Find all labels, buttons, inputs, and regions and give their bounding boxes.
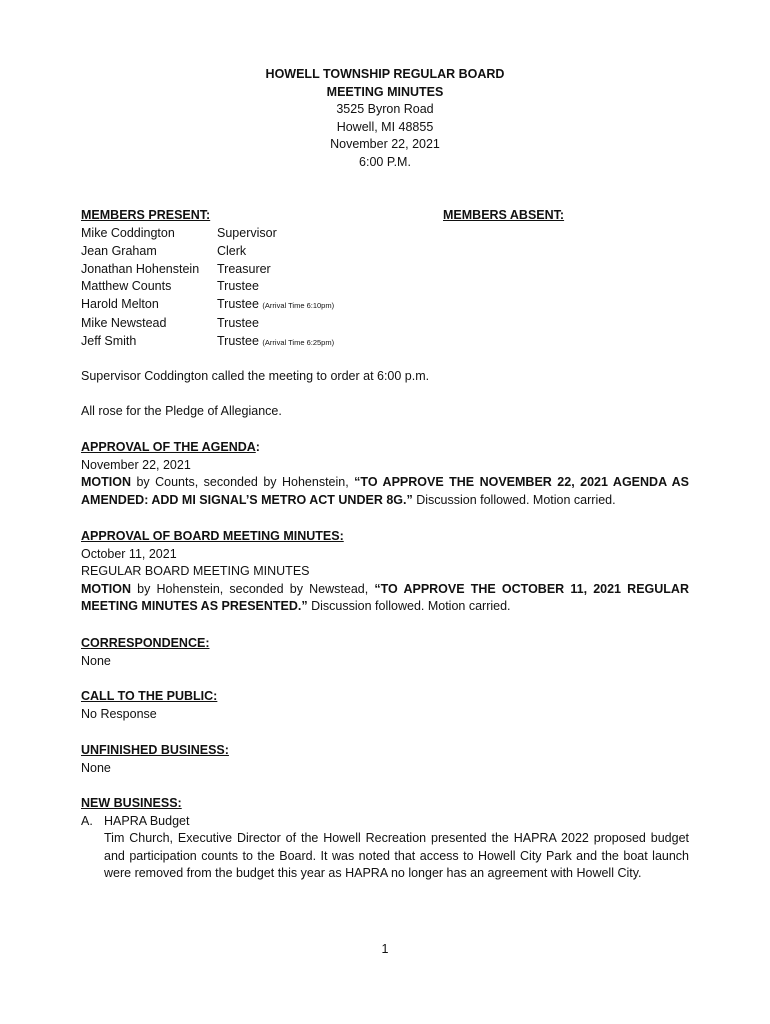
member-name: Jeff Smith [81,333,137,348]
member-role-text: Trustee [217,333,259,348]
call-to-public-text: No Response [81,706,157,721]
member-role: Clerk [217,243,247,258]
item-title: HAPRA Budget [104,813,190,828]
member-name: Mike Newstead [81,315,167,330]
pledge-text: All rose for the Pledge of Allegiance. [81,404,282,418]
agenda-date: November 22, 2021 [81,457,191,472]
member-role-text: Trustee [217,297,259,312]
call-to-public-heading: CALL TO THE PUBLIC: [81,689,218,703]
minutes-motion [81,581,689,616]
minutes-date: October 11, 2021 [81,546,177,561]
member-row [81,261,334,279]
new-business-heading: NEW BUSINESS: [81,796,182,810]
header-time: 6:00 P.M. [359,154,411,169]
member-name: Matthew Counts [81,279,172,294]
unfinished-business-section [81,742,689,777]
agenda-heading-colon: : [255,440,260,454]
call-to-public-section [81,688,689,723]
member-role [217,333,334,352]
header-subtitle: MEETING MINUTES [326,84,444,99]
motion-result: Discussion followed. Motion carried. [412,492,616,507]
motion-text: by Hohenstein, seconded by Newstead, [131,581,375,596]
member-row [81,296,334,315]
document-header [0,66,770,172]
item-letter: A. [81,813,93,828]
new-business-section [81,795,689,883]
member-row [81,333,334,352]
header-date: November 22, 2021 [330,137,440,152]
motion-quote: “TO APPROVE THE OCTOBER 11, 2021 REGULAR MEETING MINUTES AS PRESENTED.” [81,581,689,614]
call-to-order-text: Supervisor Coddington called the meeting to order at 6:00 p.m. [81,369,430,383]
member-name: Mike Coddington [81,226,175,240]
minutes-type: REGULAR BOARD MEETING MINUTES [81,564,310,579]
arrival-time-note: (Arrival Time 6:25pm) [262,337,335,347]
member-row [81,225,334,243]
member-role: Trustee [217,279,259,294]
motion-label: MOTION [81,475,131,490]
header-title: HOWELL TOWNSHIP REGULAR BOARD [265,67,505,81]
unfinished-business-text: None [81,760,111,775]
member-row [81,243,334,261]
motion-text: by Counts, seconded by Hohenstein, [131,475,355,490]
member-role: Trustee [217,315,259,330]
item-description: Tim Church, Executive Director of the Howell Recreation presented the HAPRA 2022 proposed budget and participation counts to the Board. It was noted that access to Howell City Park and the boat launch were removed from the budget this year as HAPRA no longer has an agreement with Howell City. [104,831,689,881]
unfinished-business-heading: UNFINISHED BUSINESS: [81,743,229,757]
member-name: Harold Melton [81,297,159,312]
member-name: Jonathan Hohenstein [81,261,200,276]
member-role [217,296,334,315]
arrival-time-note: (Arrival Time 6:10pm) [262,301,335,311]
correspondence-heading: CORRESPONDENCE: [81,636,210,650]
minutes-section [81,528,689,616]
agenda-section [81,439,689,509]
members-present-list [81,225,334,352]
page-number: 1 [381,942,389,956]
motion-result: Discussion followed. Motion carried. [307,599,511,614]
motion-label: MOTION [81,581,131,596]
member-role: Treasurer [217,261,271,276]
member-row [81,315,334,333]
member-row [81,278,334,296]
members-absent-heading: MEMBERS ABSENT: [443,208,565,222]
correspondence-text: None [81,653,111,668]
agenda-motion [81,474,689,509]
motion-quote: “TO APPROVE THE NOVEMBER 22, 2021 AGENDA AS AMENDED: ADD MI SIGNAL’S METRO ACT UNDER 8G.” [81,475,689,507]
members-present-heading: MEMBERS PRESENT: [81,208,211,222]
header-address-city: Howell, MI 48855 [336,119,434,134]
new-business-item [81,813,689,831]
agenda-heading-line [81,439,689,457]
agenda-heading: APPROVAL OF THE AGENDA [81,440,256,454]
minutes-heading: APPROVAL OF BOARD MEETING MINUTES: [81,529,344,543]
member-name: Jean Graham [81,243,157,258]
header-address-street: 3525 Byron Road [336,102,434,117]
correspondence-section [81,635,689,670]
member-role: Supervisor [217,226,277,240]
